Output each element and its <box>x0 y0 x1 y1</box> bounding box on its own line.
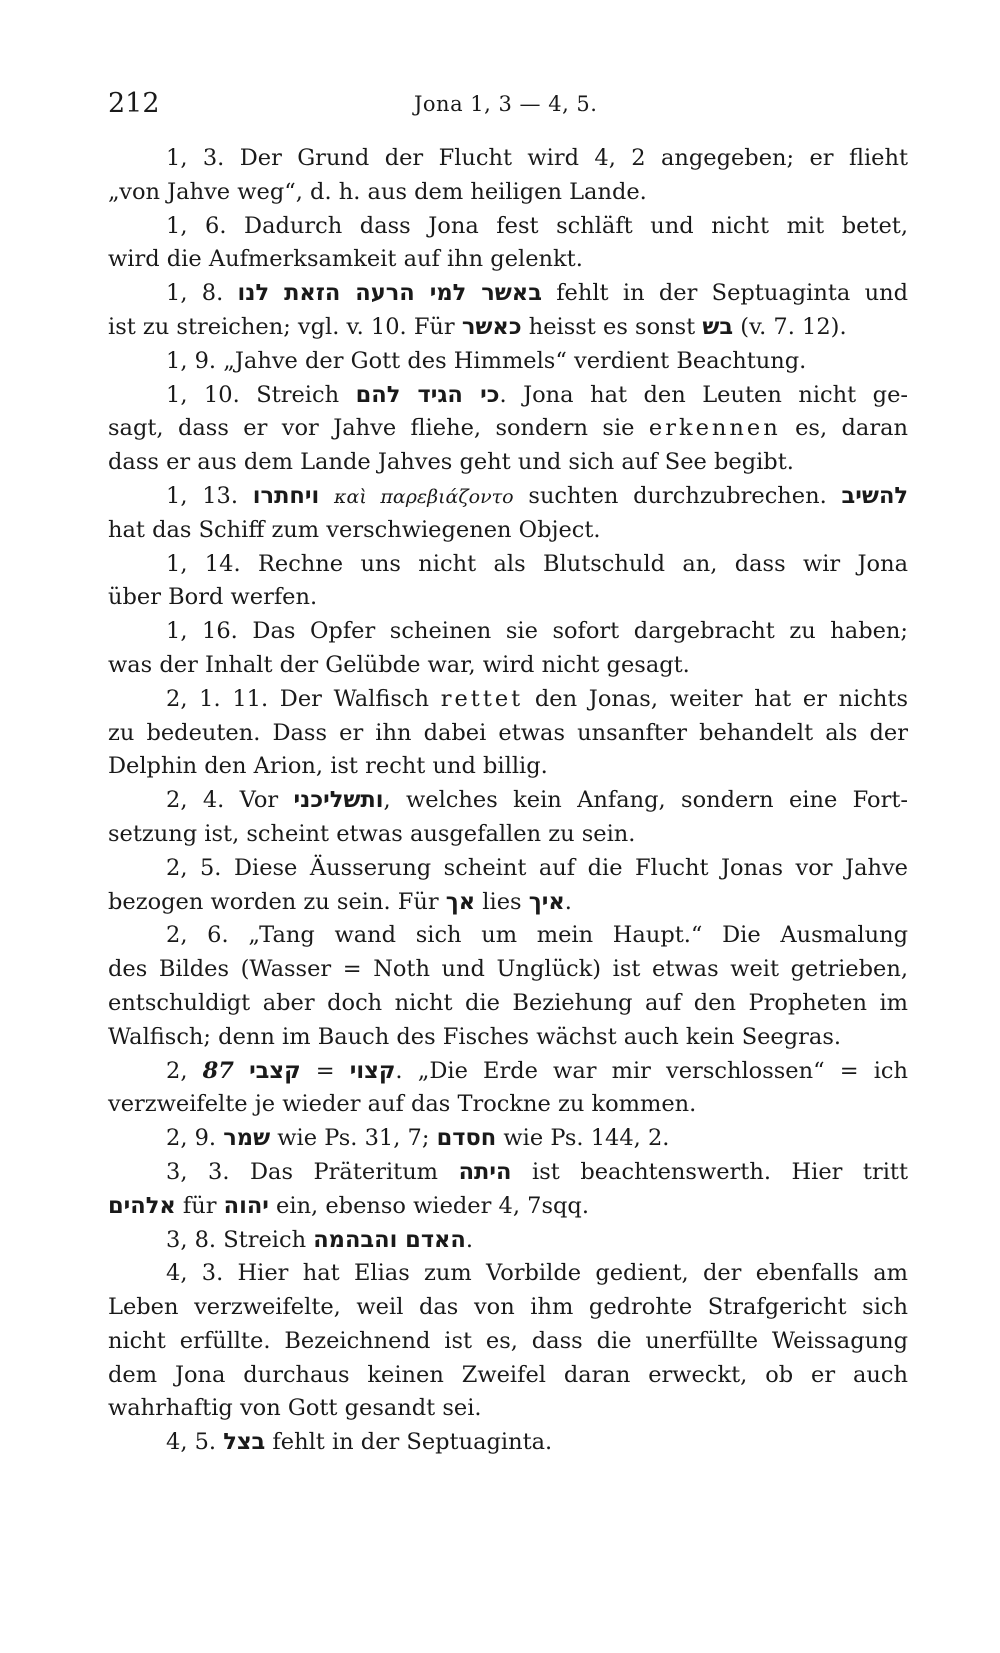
commentary-text <box>108 142 908 1460</box>
text-run: entschuldigt aber doch nicht die Beziehung auf den Propheten im <box>108 989 908 1016</box>
hebrew-text: אך <box>445 888 476 915</box>
text-run: sagt, dass er vor Jahve fliehe, sondern sie <box>108 415 649 442</box>
text-line <box>108 1122 908 1156</box>
text-run <box>234 1058 249 1084</box>
text-line <box>108 1055 908 1089</box>
text-run: 1, 16. Das Opfer scheinen sie sofort dargebracht zu haben; <box>166 618 908 645</box>
text-run: 2, 4. Vor <box>166 787 294 814</box>
text-run: 1, 10. Streich <box>166 381 356 408</box>
text-run: ist zu streichen; vgl. v. 10. Für <box>108 313 462 340</box>
hebrew-text: כי הגיד להם <box>355 381 500 408</box>
text-line <box>108 1392 908 1426</box>
text-line <box>108 717 908 751</box>
text-line <box>108 784 908 818</box>
text-line <box>108 1291 908 1325</box>
text-run: heisst es sonst <box>521 313 703 340</box>
text-run: wie Ps. 31, 7; <box>270 1125 437 1152</box>
text-run: , welches kein Anfang, sondern eine Fort- <box>383 787 908 814</box>
hebrew-text: להשיב <box>841 482 909 509</box>
text-run: nicht erfüllte. Bezeichnend ist es, dass die unerfüllte Weissagung <box>108 1327 908 1354</box>
text-line <box>108 514 908 548</box>
text-line <box>108 1088 908 1122</box>
text-run: 3, 8. Streich <box>166 1226 314 1253</box>
text-line <box>108 615 908 649</box>
text-line <box>108 1190 908 1224</box>
text-line <box>108 1021 908 1055</box>
hebrew-text: שמר <box>223 1125 271 1152</box>
text-run: über Bord werfen. <box>108 584 318 611</box>
text-run: hat das Schiff zum verschwiegenen Object. <box>108 516 601 543</box>
text-run: 2, 9. <box>166 1125 224 1152</box>
text-run: . <box>564 888 572 915</box>
text-line <box>108 1257 908 1291</box>
hebrew-text: איך <box>528 888 565 915</box>
text-line <box>108 446 908 480</box>
text-line <box>108 176 908 210</box>
text-line <box>108 1325 908 1359</box>
text-line <box>108 649 908 683</box>
text-run: 2, <box>166 1057 203 1084</box>
text-line <box>108 480 908 514</box>
text-line <box>108 412 908 446</box>
text-line <box>108 1359 908 1393</box>
text-run: Leben verzweifelte, weil das von ihm gedrohte Strafgericht sich <box>108 1294 908 1321</box>
text-run: 4, 5. <box>166 1429 224 1456</box>
running-head: Jona 1, 3 — 4, 5. <box>414 92 598 116</box>
spaced-emphasis: rettet <box>440 685 524 712</box>
text-run: zu bedeuten. Dass er ihn dabei etwas unsanfter behandelt als der <box>108 719 908 746</box>
hebrew-text: באשר למי הרעה הזאת לנו <box>237 280 542 307</box>
text-run: . Jona hat den Leuten nicht ge- <box>499 381 908 408</box>
text-line <box>108 1426 908 1460</box>
text-run: suchten durchzubrechen. <box>513 482 842 509</box>
hebrew-text: קצוי <box>349 1057 396 1084</box>
hebrew-text: אלהים <box>108 1192 176 1219</box>
hebrew-text: יהוה <box>223 1192 269 1219</box>
text-run: = <box>300 1057 350 1084</box>
text-run: fehlt in der Septuaginta. <box>265 1429 553 1456</box>
page-number: 212 <box>108 88 160 119</box>
text-run: was der Inhalt der Gelübde war, wird nicht gesagt. <box>108 651 690 678</box>
text-run: . „Die Erde war mir verschlossen“ = ich <box>395 1057 909 1084</box>
text-line <box>108 210 908 244</box>
hebrew-text: ויחתרו <box>252 482 320 509</box>
text-run: des Bildes (Wasser = Noth und Unglück) ist etwas weit getrieben, <box>108 956 908 983</box>
hebrew-text: כאשר <box>461 313 522 340</box>
text-line <box>108 243 908 277</box>
text-run: den Jonas, weiter hat er nichts <box>523 685 909 712</box>
text-line <box>108 142 908 176</box>
text-line <box>108 750 908 784</box>
text-line <box>108 987 908 1021</box>
text-run: wahrhaftig von Gott gesandt sei. <box>108 1395 482 1422</box>
text-run: 2, 6. „Tang wand sich um mein Haupt.“ Die Ausmalung <box>166 922 908 949</box>
text-run: 4, 3. Hier hat Elias zum Vorbilde gedient, der ebenfalls am <box>166 1260 908 1287</box>
text-run: Delphin den Arion, ist recht und billig. <box>108 753 548 780</box>
text-run: es, daran <box>780 415 908 442</box>
text-run <box>319 483 334 509</box>
text-run: für <box>175 1192 224 1219</box>
text-run: setzung ist, scheint etwas ausgefallen zu sein. <box>108 820 636 847</box>
text-line <box>108 886 908 920</box>
text-run: „von Jahve weg“, d. h. aus dem heiligen Lande. <box>108 178 647 205</box>
text-run: 2, 5. Diese Äusserung scheint auf die Flucht Jonas vor Jahve <box>166 854 908 881</box>
hebrew-text: האדם והבהמה <box>313 1226 466 1253</box>
text-run: Walfisch; denn im Bauch des Fisches wächst auch kein Seegras. <box>108 1023 842 1050</box>
text-run: lies <box>475 888 529 915</box>
text-run: wird die Aufmerksamkeit auf ihn gelenkt. <box>108 246 583 273</box>
text-line <box>108 1156 908 1190</box>
text-line <box>108 581 908 615</box>
text-run: 1, 6. Dadurch dass Jona fest schläft und nicht mit betet, <box>166 212 908 239</box>
text-run: . <box>465 1226 474 1253</box>
text-line <box>108 1224 908 1258</box>
text-line <box>108 683 908 717</box>
text-run: 1, 3. Der Grund der Flucht wird 4, 2 angegeben; er flieht <box>166 145 908 171</box>
text-line <box>108 852 908 886</box>
text-run: dem Jona durchaus keinen Zweifel daran erweckt, ob er auch <box>108 1361 908 1388</box>
smudged-verse-number: 87 <box>202 1057 234 1084</box>
text-run: fehlt in der Septuaginta und <box>541 280 908 307</box>
text-line <box>108 379 908 413</box>
text-line <box>108 818 908 852</box>
greek-text: καὶ παρεβιάζοντο <box>334 485 514 508</box>
hebrew-text: קצבי <box>249 1057 301 1084</box>
hebrew-text: ותשליכני <box>293 787 384 814</box>
text-run: verzweifelte je wieder auf das Trockne zu kommen. <box>108 1091 697 1118</box>
hebrew-text: בש <box>702 313 734 340</box>
text-run: 1, 9. „Jahve der Gott des Himmels“ verdient Beachtung. <box>166 347 807 374</box>
text-run: 1, 14. Rechne uns nicht als Blutschuld an, dass wir Jona <box>166 550 908 577</box>
text-run: 3, 3. Das Präteritum <box>166 1158 459 1185</box>
hebrew-text: היתה <box>458 1158 512 1185</box>
text-run: (v. 7. 12). <box>733 313 847 340</box>
text-line <box>108 953 908 987</box>
text-run: 1, 8. <box>166 280 238 307</box>
text-line <box>108 548 908 582</box>
text-run: 1, 13. <box>166 482 253 509</box>
text-line <box>108 277 908 311</box>
text-run: 2, 1. 11. Der Walfisch <box>166 685 441 712</box>
text-run: bezogen worden zu sein. Für <box>108 888 446 915</box>
spaced-emphasis: erkennen <box>648 415 781 442</box>
hebrew-text: חסדם <box>436 1125 497 1152</box>
text-run: dass er aus dem Lande Jahves geht und sich auf See begibt. <box>108 449 794 476</box>
text-line <box>108 919 908 953</box>
text-run: wie Ps. 144, 2. <box>496 1125 670 1152</box>
text-line <box>108 345 908 379</box>
hebrew-text: בצל <box>223 1429 266 1456</box>
text-run: ist beachtenswerth. Hier tritt <box>511 1158 909 1185</box>
text-line <box>108 311 908 345</box>
text-run: ein, ebenso wieder 4, 7sqq. <box>268 1192 589 1219</box>
